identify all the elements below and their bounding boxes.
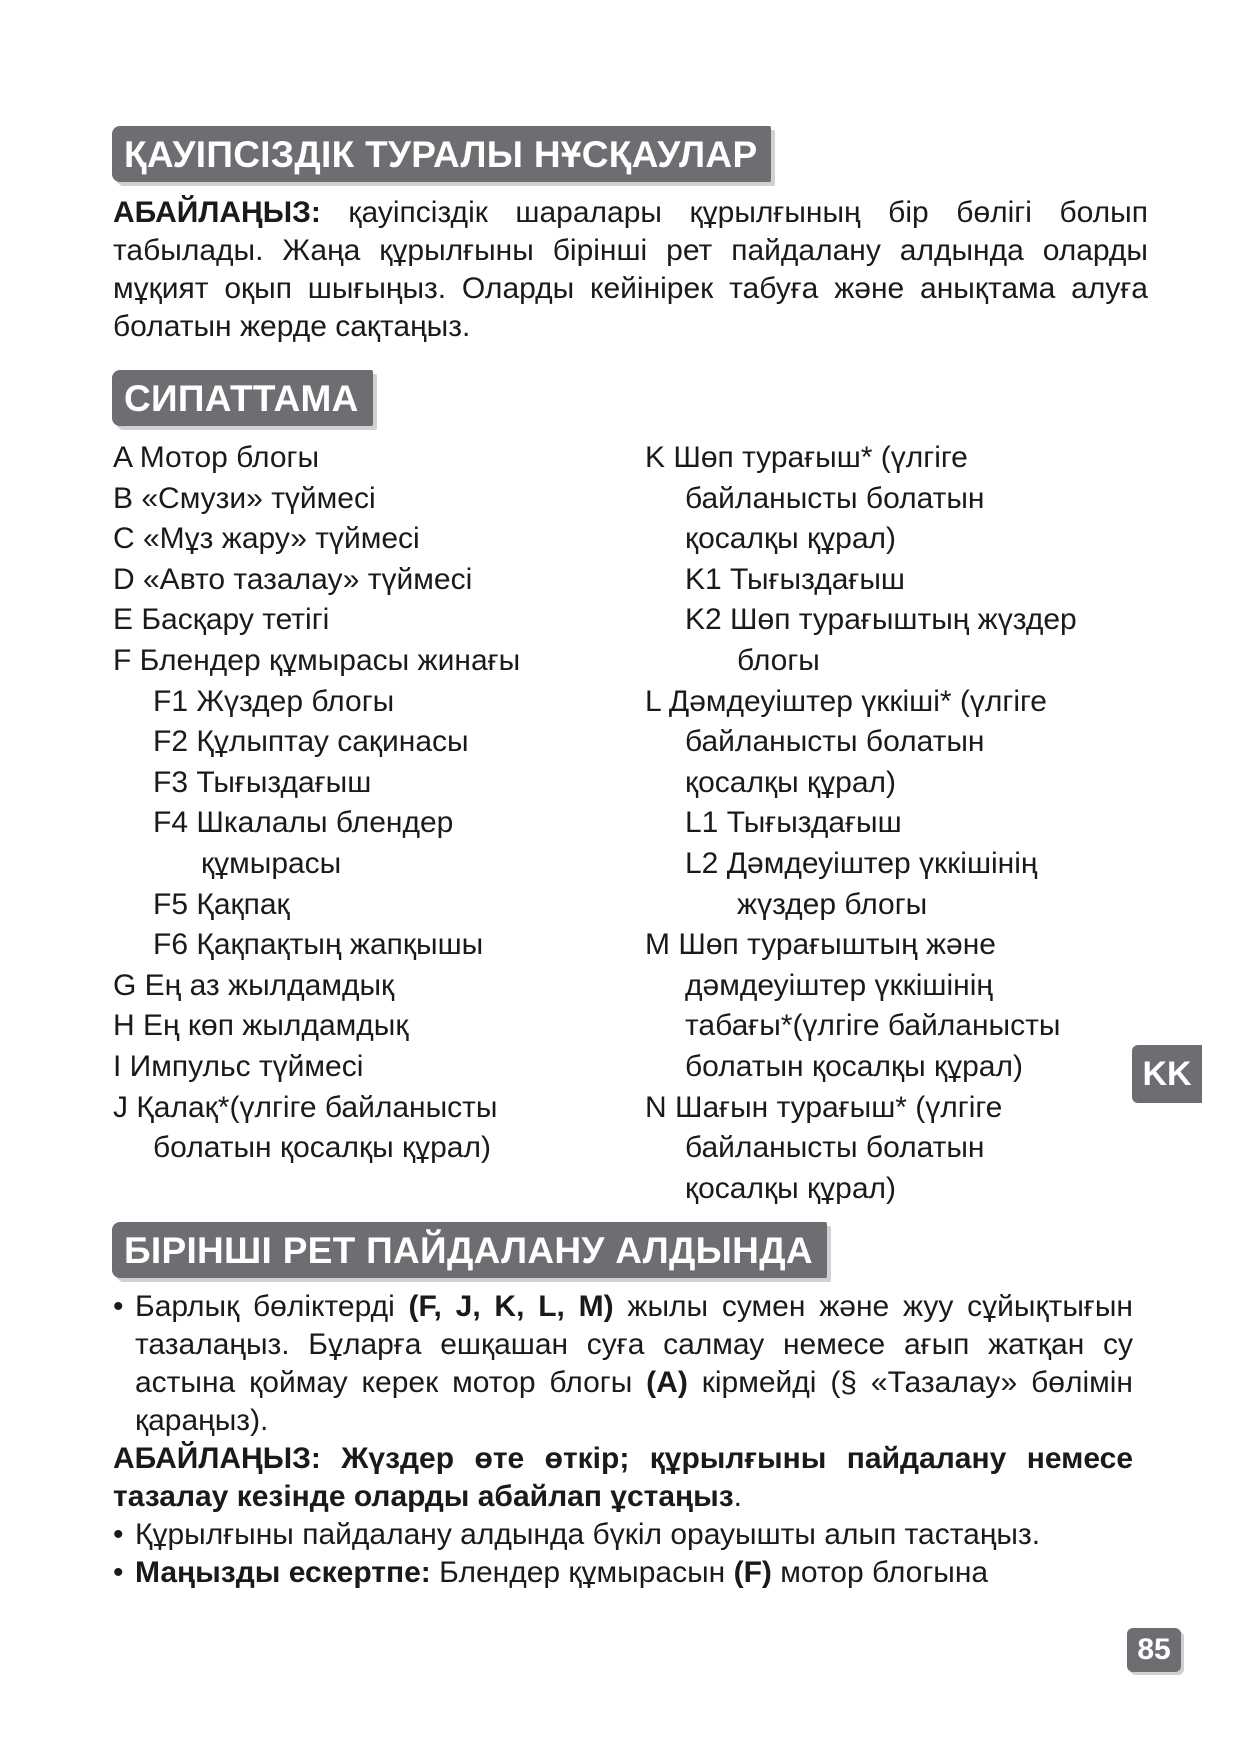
part-f4: F4 Шкалалы блендер (153, 806, 454, 840)
important-note-label: Маңызды ескертпе: (135, 1556, 431, 1589)
part-f3: F3 Тығыздағыш (153, 765, 372, 799)
page-number: 85 (1127, 1628, 1181, 1672)
part-n: N Шағын турағыш* (үлгіге (645, 1090, 1003, 1124)
safety-heading: ҚАУІПСІЗДІК ТУРАЛЫ НҰСҚАУЛАР (112, 126, 771, 182)
part-b: B «Смузи» түймесі (113, 481, 376, 515)
part-d: D «Авто тазалау» түймесі (113, 562, 473, 596)
part-j: J Қалақ*(үлгіге байланысты (113, 1090, 498, 1124)
part-k2: K2 Шөп турағыштың жүздер (685, 603, 1077, 637)
part-f1: F1 Жүздер блогы (153, 684, 395, 718)
bullet3-text-b: Блендер құмырасын (430, 1556, 734, 1589)
part-e: E Басқару тетігі (113, 603, 330, 637)
part-f5: F5 Қақпақ (153, 887, 290, 921)
part-n-cont1: байланысты болатын (685, 1131, 985, 1165)
part-k-cont2: қосалқы құрал) (685, 522, 897, 556)
part-f: F Блендер құмырасы жинағы (113, 643, 521, 677)
part-f6: F6 Қақпақтың жапқышы (153, 928, 484, 962)
part-h: H Ең көп жылдамдық (113, 1009, 409, 1043)
part-k-cont1: байланысты болатын (685, 481, 985, 515)
first-use-body (113, 1288, 1133, 1592)
part-k: K Шөп турағыш* (үлгіге (645, 441, 968, 474)
parts-list-left (113, 438, 633, 1169)
bullet1-parts-ref: (F, J, K, L, M) (408, 1290, 614, 1323)
safety-lead: АБАЙЛАҢЫЗ: (113, 196, 321, 229)
part-l-cont1: байланысты болатын (685, 725, 985, 759)
first-use-heading: БІРІНШІ РЕТ ПАЙДАЛАНУ АЛДЫНДА (112, 1222, 827, 1278)
bullet1-text-c: жылы сумен және жуу сұйықтығын тазалаңыз. Бұларға ешқашан суға салмау немесе ағып жатқан су астына қоймау керек мотор блогы (135, 1290, 1133, 1399)
part-k1: K1 Тығыздағыш (685, 562, 905, 596)
bullet2-text: Құрылғыны пайдалану алдында бүкіл орауышты алып тастаңыз. (135, 1518, 1041, 1551)
part-m-cont2: табағы*(үлгіге байланысты (685, 1009, 1061, 1043)
bullet-important-note (113, 1554, 1133, 1592)
warning-end: . (733, 1480, 743, 1513)
bullet3-text-d: мотор блогына (771, 1556, 989, 1589)
language-tab: KK (1132, 1045, 1202, 1103)
bullet1-text-a: Барлық бөліктерді (135, 1290, 409, 1323)
bullet-clean-parts (113, 1288, 1133, 1440)
part-m-cont1: дәмдеуіштер үккішінің (685, 968, 993, 1002)
part-l2-cont: жүздер блогы (737, 887, 928, 921)
bullet-dot: • (113, 1290, 124, 1323)
part-f4-cont: құмырасы (201, 846, 342, 880)
part-n-cont2: қосалқы құрал) (685, 1171, 897, 1205)
bullet1-motor-ref: (A) (646, 1366, 688, 1399)
part-l: L Дәмдеуіштер үккіші* (үлгіге (645, 684, 1047, 718)
bullet1-text-e: кірмейді (§ «Тазалау» бөлімін қараңыз). (135, 1366, 1133, 1437)
part-j-cont: болатын қосалқы құрал) (153, 1131, 491, 1165)
safety-text: қауіпсіздік шаралары құрылғының бір бөлігі болып табылады. Жаңа құрылғыны бірінші рет пайдалану алдында оларды мұқият оқып шығыңыз. Оларды кейінірек табуға және анықтама алуға болатын жерде сақтаңыз. (113, 196, 1148, 343)
part-l1: L1 Тығыздағыш (685, 806, 902, 840)
part-a: A Мотор блогы (113, 441, 320, 474)
parts-list-right (645, 438, 1205, 1209)
warning-text: АБАЙЛАҢЫЗ: Жүздер өте өткір; құрылғыны пайдалану немесе тазалау кезінде оларды абайлап ұстаңыз (113, 1442, 1133, 1513)
blade-warning (113, 1440, 1133, 1516)
bullet-dot: • (113, 1556, 124, 1589)
part-l2: L2 Дәмдеуіштер үккішінің (685, 846, 1038, 880)
part-m: M Шөп турағыштың және (645, 928, 996, 962)
part-m-cont3: болатын қосалқы құрал) (685, 1049, 1023, 1083)
bullet-remove-packaging (113, 1516, 1133, 1554)
bullet-dot: • (113, 1518, 124, 1551)
part-k2-cont: блогы (737, 643, 820, 677)
bullet3-jar-ref: (F) (733, 1556, 772, 1589)
safety-paragraph (113, 194, 1148, 346)
part-l-cont2: қосалқы құрал) (685, 765, 897, 799)
part-i: I Импульс түймесі (113, 1049, 364, 1083)
part-c: C «Мұз жару» түймесі (113, 522, 420, 556)
part-f2: F2 Құлыптау сақинасы (153, 725, 469, 759)
description-heading: СИПАТТАМА (112, 370, 373, 426)
part-g: G Ең аз жылдамдық (113, 968, 395, 1002)
